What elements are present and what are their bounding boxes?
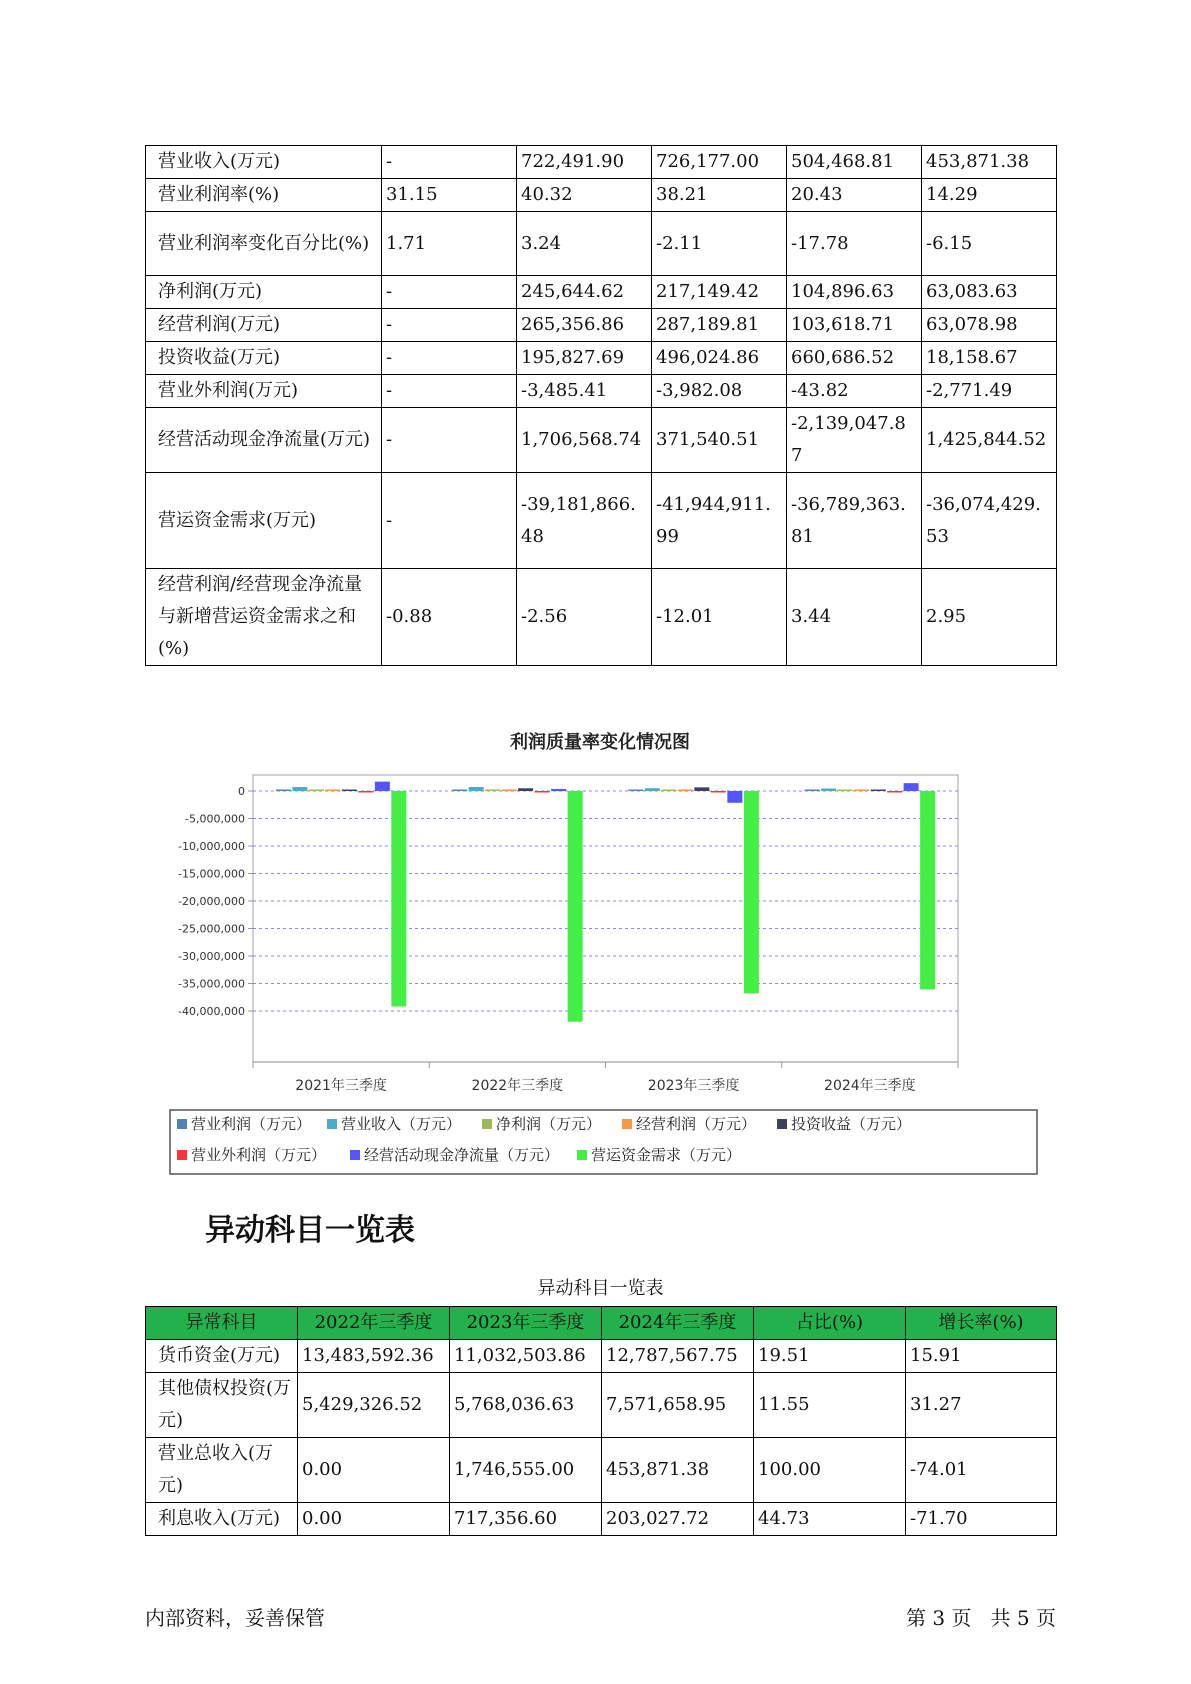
table-cell: - — [382, 309, 517, 342]
bar-series — [276, 782, 935, 1022]
table-cell: -36,074,429.53 — [922, 473, 1057, 569]
table-cell: -2,139,047.87 — [787, 408, 922, 473]
table-cell: 63,083.63 — [922, 276, 1057, 309]
table-cell: 7,571,658.95 — [602, 1373, 754, 1438]
table-cell: - — [382, 276, 517, 309]
row-label: 经营利润(万元) — [146, 309, 382, 342]
legend-swatch — [622, 1119, 632, 1129]
table-row — [146, 276, 1057, 309]
bar — [391, 791, 406, 1007]
bar — [661, 790, 676, 792]
table-cell: 722,491.90 — [517, 146, 652, 179]
column-header: 2022年三季度 — [298, 1307, 450, 1340]
legend-label: 投资收益（万元） — [791, 1115, 912, 1133]
table-row — [146, 1340, 1057, 1373]
table-cell: 726,177.00 — [652, 146, 787, 179]
y-tick-label: -10,000,000 — [178, 840, 245, 853]
bar — [568, 791, 583, 1022]
table-cell: 1,706,568.74 — [517, 408, 652, 473]
table-cell: 371,540.51 — [652, 408, 787, 473]
legend-label: 营运资金需求（万元） — [591, 1146, 742, 1164]
bar — [292, 787, 307, 791]
table-cell: -12.01 — [652, 569, 787, 666]
table-row — [146, 212, 1057, 276]
bar — [727, 791, 742, 803]
y-tick-label: -30,000,000 — [178, 950, 245, 963]
column-header: 增长率(%) — [906, 1307, 1057, 1340]
legend-label: 净利润（万元） — [496, 1115, 602, 1133]
bar — [694, 787, 709, 791]
row-label: 营运资金需求(万元) — [146, 473, 382, 569]
table-cell: 100.00 — [754, 1438, 906, 1503]
row-label: 营业收入(万元) — [146, 146, 382, 179]
bar — [325, 790, 340, 792]
y-tick-label: -35,000,000 — [178, 977, 245, 991]
chart-legend — [177, 1115, 911, 1164]
legend-label: 经营利润（万元） — [636, 1115, 757, 1133]
table-row — [146, 309, 1057, 342]
table-cell: 717,356.60 — [450, 1503, 602, 1536]
table-cell: 12,787,567.75 — [602, 1340, 754, 1373]
bar — [678, 790, 693, 792]
table-cell: 3.44 — [787, 569, 922, 666]
table-cell: -36,789,363.81 — [787, 473, 922, 569]
column-header: 占比(%) — [754, 1307, 906, 1340]
profit-quality-chart — [145, 720, 1056, 1180]
table-cell: -2,771.49 — [922, 375, 1057, 408]
table-row — [146, 1373, 1057, 1438]
row-label: 经营活动现金净流量(万元) — [146, 408, 382, 473]
bar — [628, 790, 643, 792]
table-cell: -0.88 — [382, 569, 517, 666]
table-cell: - — [382, 375, 517, 408]
table-cell: 2.95 — [922, 569, 1057, 666]
table-cell: -2.11 — [652, 212, 787, 276]
abnormal-items-table — [145, 1306, 1057, 1536]
legend-label: 营业外利润（万元） — [191, 1146, 327, 1164]
table-cell: 203,027.72 — [602, 1503, 754, 1536]
legend-swatch — [482, 1119, 492, 1129]
bar — [535, 791, 550, 793]
bar — [502, 789, 517, 791]
table-cell: 63,078.98 — [922, 309, 1057, 342]
bar — [871, 790, 886, 792]
row-label: 货币资金(万元) — [146, 1340, 298, 1373]
table-row — [146, 1503, 1057, 1536]
table-cell: 0.00 — [298, 1438, 450, 1503]
table-cell: 11,032,503.86 — [450, 1340, 602, 1373]
table-row — [146, 375, 1057, 408]
column-header: 2024年三季度 — [602, 1307, 754, 1340]
bar — [469, 787, 484, 791]
bar — [518, 788, 533, 791]
footer-confidential-note: 内部资料，妥善保管 — [145, 1606, 325, 1630]
y-tick-label: 0 — [238, 785, 245, 798]
row-label: 净利润(万元) — [146, 276, 382, 309]
bar — [276, 790, 291, 792]
table-row — [146, 569, 1057, 666]
y-tick-label: -40,000,000 — [178, 1005, 245, 1018]
table-cell: -2.56 — [517, 569, 652, 666]
legend-swatch — [177, 1119, 187, 1129]
table-cell: 31.15 — [382, 179, 517, 212]
grid-lines — [253, 791, 958, 1011]
y-tick-label: -5,000,000 — [185, 812, 245, 826]
table-cell: 0.00 — [298, 1503, 450, 1536]
table-cell: -43.82 — [787, 375, 922, 408]
table-cell: -3,982.08 — [652, 375, 787, 408]
bar — [744, 791, 759, 993]
table-cell: - — [382, 146, 517, 179]
table-cell: -6.15 — [922, 212, 1057, 276]
section-title: 异动科目一览表 — [205, 1213, 415, 1248]
bar — [904, 783, 919, 791]
legend-swatch — [177, 1150, 187, 1160]
row-label: 营业外利润(万元) — [146, 375, 382, 408]
table-cell: 1,746,555.00 — [450, 1438, 602, 1503]
chart-title: 利润质量率变化情况图 — [510, 732, 690, 753]
footer-page-number: 第 3 页 共 5 页 — [906, 1606, 1056, 1630]
bar — [711, 791, 726, 793]
legend-swatch — [777, 1119, 787, 1129]
table-cell: 5,768,036.63 — [450, 1373, 602, 1438]
bar — [551, 789, 566, 791]
bar — [821, 789, 836, 791]
table-cell: 20.43 — [787, 179, 922, 212]
table-cell: 504,468.81 — [787, 146, 922, 179]
table-cell: -41,944,911.99 — [652, 473, 787, 569]
table-cell: 1,425,844.52 — [922, 408, 1057, 473]
x-tick-label: 2024年三季度 — [824, 1078, 916, 1094]
bar — [358, 791, 373, 793]
bar — [342, 790, 357, 792]
table-row — [146, 146, 1057, 179]
table-cell: 660,686.52 — [787, 342, 922, 375]
table-cell: - — [382, 473, 517, 569]
column-header: 2023年三季度 — [450, 1307, 602, 1340]
table-cell: 38.21 — [652, 179, 787, 212]
bar — [452, 790, 467, 792]
table-cell: 245,644.62 — [517, 276, 652, 309]
bar — [887, 791, 902, 793]
row-label: 营业总收入(万元) — [146, 1438, 298, 1503]
column-header: 异常科目 — [146, 1307, 298, 1340]
table-cell: 11.55 — [754, 1373, 906, 1438]
bar — [645, 788, 660, 791]
table-cell: -39,181,866.48 — [517, 473, 652, 569]
legend-swatch — [327, 1119, 337, 1129]
table-row — [146, 473, 1057, 569]
legend-label: 经营活动现金净流量（万元） — [364, 1146, 560, 1164]
row-label: 其他债权投资(万元) — [146, 1373, 298, 1438]
table-cell: 19.51 — [754, 1340, 906, 1373]
bar — [375, 782, 390, 791]
table-row — [146, 342, 1057, 375]
legend-label: 营业利润（万元） — [191, 1115, 312, 1133]
table-row — [146, 179, 1057, 212]
row-label: 投资收益(万元) — [146, 342, 382, 375]
x-tick-label: 2022年三季度 — [471, 1078, 564, 1094]
bar — [805, 790, 820, 792]
legend-swatch — [350, 1150, 360, 1160]
table-cell: 287,189.81 — [652, 309, 787, 342]
table-cell: 217,149.42 — [652, 276, 787, 309]
table-cell: 31.27 — [906, 1373, 1057, 1438]
table-cell: 104,896.63 — [787, 276, 922, 309]
bar — [838, 790, 853, 792]
table-row — [146, 1438, 1057, 1503]
table-cell: 5,429,326.52 — [298, 1373, 450, 1438]
financial-metrics-table — [145, 145, 1057, 666]
table-header-row — [146, 1307, 1057, 1340]
x-axis-ticks — [253, 1062, 958, 1094]
table-row — [146, 408, 1057, 473]
legend-label: 营业收入（万元） — [341, 1115, 462, 1133]
table-cell: 13,483,592.36 — [298, 1340, 450, 1373]
table-cell: -17.78 — [787, 212, 922, 276]
bar — [854, 790, 869, 792]
legend-swatch — [577, 1150, 587, 1160]
table-caption: 异动科目一览表 — [537, 1278, 664, 1299]
table-cell: - — [382, 342, 517, 375]
plot-area-frame — [253, 775, 958, 1062]
table-cell: - — [382, 408, 517, 473]
chart-svg — [145, 720, 1056, 1180]
table-cell: 1.71 — [382, 212, 517, 276]
bar — [485, 790, 500, 792]
y-axis-ticks — [178, 785, 253, 1018]
table-cell: 18,158.67 — [922, 342, 1057, 375]
x-tick-label: 2023年三季度 — [647, 1078, 740, 1094]
table-cell: -71.70 — [906, 1503, 1057, 1536]
row-label: 营业利润率变化百分比(%) — [146, 212, 382, 276]
table-cell: 103,618.71 — [787, 309, 922, 342]
table-cell: 195,827.69 — [517, 342, 652, 375]
table-cell: 40.32 — [517, 179, 652, 212]
y-tick-label: -15,000,000 — [178, 867, 245, 881]
x-tick-label: 2021年三季度 — [295, 1078, 387, 1094]
table-cell: 453,871.38 — [602, 1438, 754, 1503]
y-tick-label: -20,000,000 — [178, 895, 245, 908]
row-label: 利息收入(万元) — [146, 1503, 298, 1536]
row-label: 经营利润/经营现金净流量与新增营运资金需求之和(%) — [146, 569, 382, 666]
table-cell: 496,024.86 — [652, 342, 787, 375]
table-cell: -74.01 — [906, 1438, 1057, 1503]
table-cell: 14.29 — [922, 179, 1057, 212]
row-label: 营业利润率(%) — [146, 179, 382, 212]
table-cell: 44.73 — [754, 1503, 906, 1536]
bar — [920, 791, 935, 989]
table-cell: 265,356.86 — [517, 309, 652, 342]
bar — [309, 790, 324, 792]
y-tick-label: -25,000,000 — [178, 922, 245, 936]
table-cell: -3,485.41 — [517, 375, 652, 408]
table-cell: 453,871.38 — [922, 146, 1057, 179]
table-cell: 3.24 — [517, 212, 652, 276]
table-cell: 15.91 — [906, 1340, 1057, 1373]
